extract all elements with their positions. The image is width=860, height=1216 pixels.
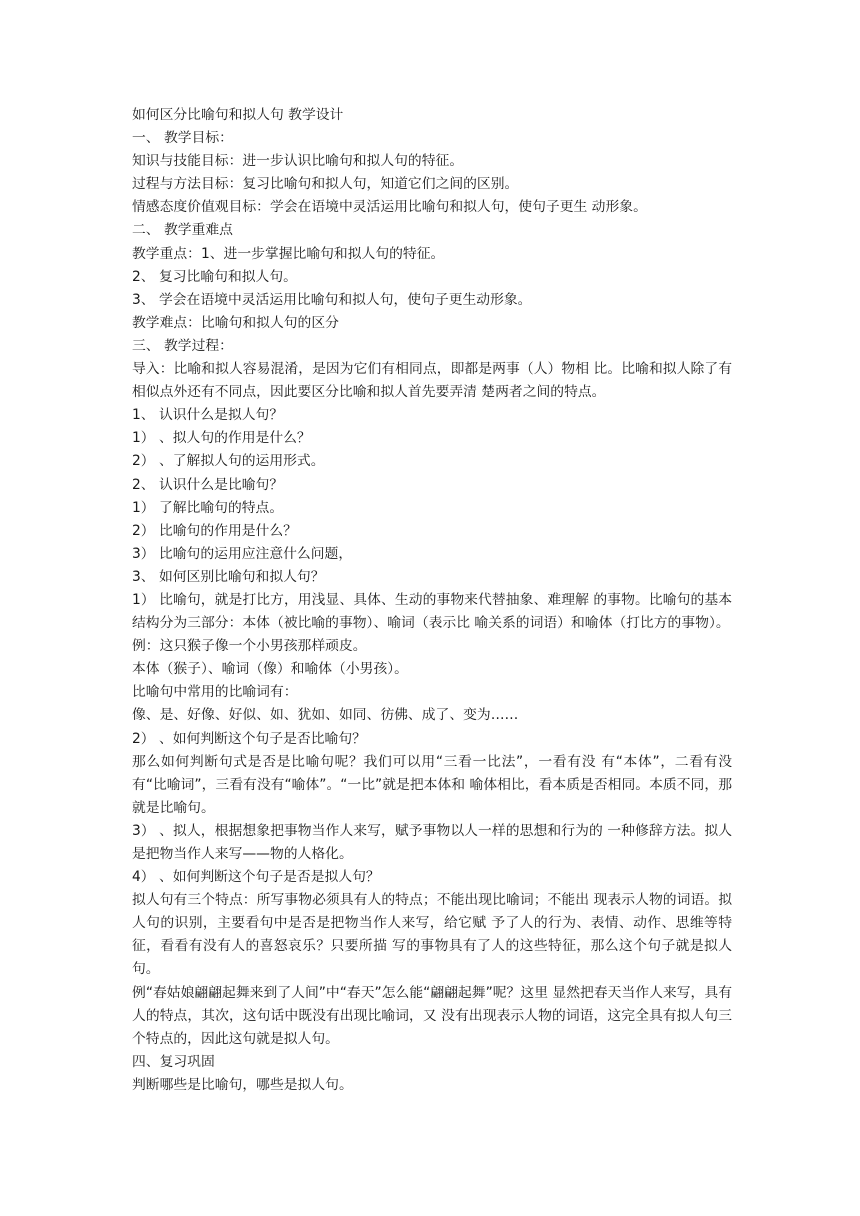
key-point-3: 3、 学会在语境中灵活运用比喻句和拟人句，使句子更生动形象。 [132, 291, 532, 308]
step-3-heading: 3、 如何区别比喻句和拟人句？ [132, 568, 325, 585]
step-3-item-3: 3） 、拟人，根据想象把事物当作人来写，赋予事物以人一样的思想和行为的 一种修辞方法。拟人是把物当作人来写——物的人格化。 [132, 822, 732, 862]
common-words-label: 比喻句中常用的比喻词有： [132, 684, 298, 701]
step-2-heading: 2、 认识什么是比喻句？ [132, 476, 284, 493]
step-3-item-2-body: 那么如何判断句式是否是比喻句呢？我们可以用“三看一比法”，一看有没 有“本体”，二看有没有“比喻词”，三看有没有“喻体”。“一比”就是把本体和 喻体相比，看本质是否相同。本质不同，那就是比喻句。 [132, 753, 732, 816]
step-3-item-4: 4） 、如何判断这个句子是否是拟人句？ [132, 869, 380, 886]
document-page [132, 104, 732, 1097]
section-heading-review: 四、复习巩固 [132, 1053, 215, 1070]
document-title: 如何区分比喻句和拟人句 教学设计 [132, 107, 344, 123]
example-1-parts: 本体（猴子）、喻词（像）和喻体（小男孩）。 [132, 661, 408, 678]
common-words: 像、是、好像、好似、如、犹如、如同、彷佛、成了、变为…… [132, 707, 519, 724]
goal-process: 过程与方法目标：复习比喻句和拟人句，知道它们之间的区别。 [132, 176, 519, 193]
section-heading-process: 三、 教学过程： [132, 337, 233, 354]
step-1-heading: 1、 认识什么是拟人句？ [132, 407, 284, 424]
key-point-1: 教学重点：1、进一步掌握比喻句和拟人句的特征。 [132, 245, 445, 262]
intro-paragraph: 导入：比喻和拟人容易混淆，是因为它们有相同点，即都是两事（人）物相 比。比喻和拟人除了有相似点外还有不同点，因此要区分比喻和拟人首先要弄清 楚两者之间的特点。 [132, 361, 732, 401]
review-instruction: 判断哪些是比喻句，哪些是拟人句。 [132, 1076, 353, 1093]
key-point-2: 2、 复习比喻句和拟人句。 [132, 268, 297, 285]
section-heading-objectives: 一、 教学目标： [132, 130, 233, 147]
step-2-item-b: 2） 比喻句的作用是什么？ [132, 522, 297, 539]
step-1-item-a: 1） 、拟人句的作用是什么？ [132, 430, 311, 447]
step-3-item-4-body: 拟人句有三个特点：所写事物必须具有人的特点；不能出现比喻词；不能出 现表示人物的词语。拟人句的识别，主要看句中是否是把物当作人来写，给它赋 予了人的行为、表情、动作、思维等特征，看看有没有人的喜怒哀乐？只要所描 写的事物具有了人的这些特征，那么这个句子就是拟人句。 [132, 892, 732, 978]
step-1-item-b: 2） 、了解拟人句的运用形式。 [132, 453, 325, 470]
step-2-item-a: 1） 了解比喻句的特点。 [132, 499, 284, 516]
example-2: 例“春姑娘翩翩起舞来到了人间”中“春天”怎么能“翩翩起舞”呢？这里 显然把春天当作人来写，具有人的特点，其次，这句话中既没有出现比喻词，又 没有出现表示人物的词语，这完全具有拟人句三个特点的，因此这句就是拟人句。 [132, 984, 732, 1047]
step-2-item-c: 3） 比喻句的运用应注意什么问题， [132, 545, 353, 562]
step-3-item-1: 1） 比喻句，就是打比方，用浅显、具体、生动的事物来代替抽象、难理解 的事物。比喻句的基本结构分为三部分：本体（被比喻的事物）、喻词（表示比 喻关系的词语）和喻体（打比方的事物）。 [132, 591, 732, 632]
example-1: 例：这只猴子像一个小男孩那样顽皮。 [132, 638, 367, 655]
difficulty-point: 教学难点：比喻句和拟人句的区分 [132, 314, 339, 331]
step-3-item-2: 2） 、如何判断这个句子是否比喻句？ [132, 730, 366, 747]
goal-knowledge: 知识与技能目标：进一步认识比喻句和拟人句的特征。 [132, 153, 464, 170]
section-heading-key-points: 二、 教学重难点 [132, 222, 233, 239]
goal-attitude: 情感态度价值观目标：学会在语境中灵活运用比喻句和拟人句，使句子更生 动形象。 [132, 199, 647, 216]
